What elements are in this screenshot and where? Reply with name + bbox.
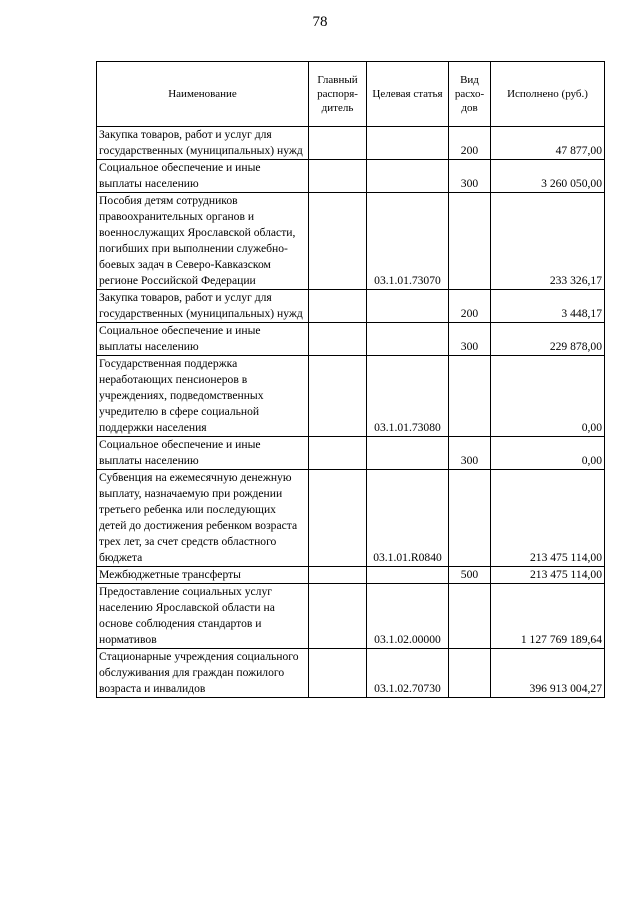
cell-target: 03.1.01.73070 [367, 193, 449, 290]
cell-type [449, 470, 491, 567]
cell-name: Субвенция на ежемесячную денежную выплату, назначаемую при рождении третьего ребенка или последующих детей до достижения ребенком возраста трех лет, за счет средств областного бюджета [97, 470, 309, 567]
table-row [97, 323, 605, 356]
cell-manager [309, 290, 367, 323]
table-row [97, 290, 605, 323]
cell-manager [309, 323, 367, 356]
cell-executed: 233 326,17 [491, 193, 605, 290]
cell-manager [309, 567, 367, 584]
cell-target: 03.1.01.73080 [367, 356, 449, 437]
cell-type: 500 [449, 567, 491, 584]
cell-manager [309, 584, 367, 649]
cell-name: Социальное обеспечение и иные выплаты населению [97, 437, 309, 470]
cell-executed: 3 260 050,00 [491, 160, 605, 193]
table-row [97, 649, 605, 698]
cell-type [449, 356, 491, 437]
table-header-row [97, 62, 605, 127]
cell-target [367, 160, 449, 193]
cell-executed: 396 913 004,27 [491, 649, 605, 698]
page-number: 78 [312, 14, 328, 30]
cell-executed: 1 127 769 189,64 [491, 584, 605, 649]
cell-target [367, 437, 449, 470]
cell-executed: 3 448,17 [491, 290, 605, 323]
cell-manager [309, 649, 367, 698]
table-row [97, 160, 605, 193]
cell-name: Государственная поддержка неработающих пенсионеров в учреждениях, подведомственных учредителю в сфере социальной поддержки населения [97, 356, 309, 437]
cell-executed: 47 877,00 [491, 127, 605, 160]
cell-target [367, 290, 449, 323]
cell-name: Закупка товаров, работ и услуг для государственных (муниципальных) нужд [97, 127, 309, 160]
cell-name: Закупка товаров, работ и услуг для государственных (муниципальных) нужд [97, 290, 309, 323]
cell-type: 300 [449, 323, 491, 356]
cell-name: Социальное обеспечение и иные выплаты населению [97, 160, 309, 193]
cell-type [449, 193, 491, 290]
cell-target: 03.1.02.00000 [367, 584, 449, 649]
cell-type: 300 [449, 160, 491, 193]
cell-type [449, 649, 491, 698]
cell-target [367, 127, 449, 160]
cell-manager [309, 160, 367, 193]
cell-manager [309, 437, 367, 470]
budget-table [96, 61, 605, 698]
cell-name: Предоставление социальных услуг населению Ярославской области на основе соблюдения стандартов и нормативов [97, 584, 309, 649]
table-row [97, 193, 605, 290]
cell-executed: 213 475 114,00 [491, 470, 605, 567]
header-executed: Исполнено (руб.) [491, 62, 605, 127]
cell-manager [309, 127, 367, 160]
header-target: Целевая статья [367, 62, 449, 127]
header-manager: Главный распоря-дитель [309, 62, 367, 127]
cell-manager [309, 356, 367, 437]
cell-executed: 0,00 [491, 356, 605, 437]
cell-manager [309, 193, 367, 290]
table-row [97, 437, 605, 470]
table-row [97, 356, 605, 437]
cell-target [367, 323, 449, 356]
header-type: Вид расхо-дов [449, 62, 491, 127]
cell-type: 200 [449, 290, 491, 323]
cell-type: 200 [449, 127, 491, 160]
header-name: Наименование [97, 62, 309, 127]
cell-executed: 229 878,00 [491, 323, 605, 356]
table-row [97, 470, 605, 567]
cell-name: Социальное обеспечение и иные выплаты населению [97, 323, 309, 356]
cell-name: Стационарные учреждения социального обслуживания для граждан пожилого возраста и инвалидов [97, 649, 309, 698]
table-row [97, 584, 605, 649]
cell-executed: 0,00 [491, 437, 605, 470]
cell-target [367, 567, 449, 584]
cell-type: 300 [449, 437, 491, 470]
cell-manager [309, 470, 367, 567]
table-row [97, 567, 605, 584]
cell-name: Пособия детям сотрудников правоохранительных органов и военнослужащих Ярославской области, погибших при выполнении служебно-боевых задач в Северо-Кавказском регионе Российской Федерации [97, 193, 309, 290]
cell-type [449, 584, 491, 649]
cell-target: 03.1.01.R0840 [367, 470, 449, 567]
cell-target: 03.1.02.70730 [367, 649, 449, 698]
cell-name: Межбюджетные трансферты [97, 567, 309, 584]
cell-executed: 213 475 114,00 [491, 567, 605, 584]
table-row [97, 127, 605, 160]
